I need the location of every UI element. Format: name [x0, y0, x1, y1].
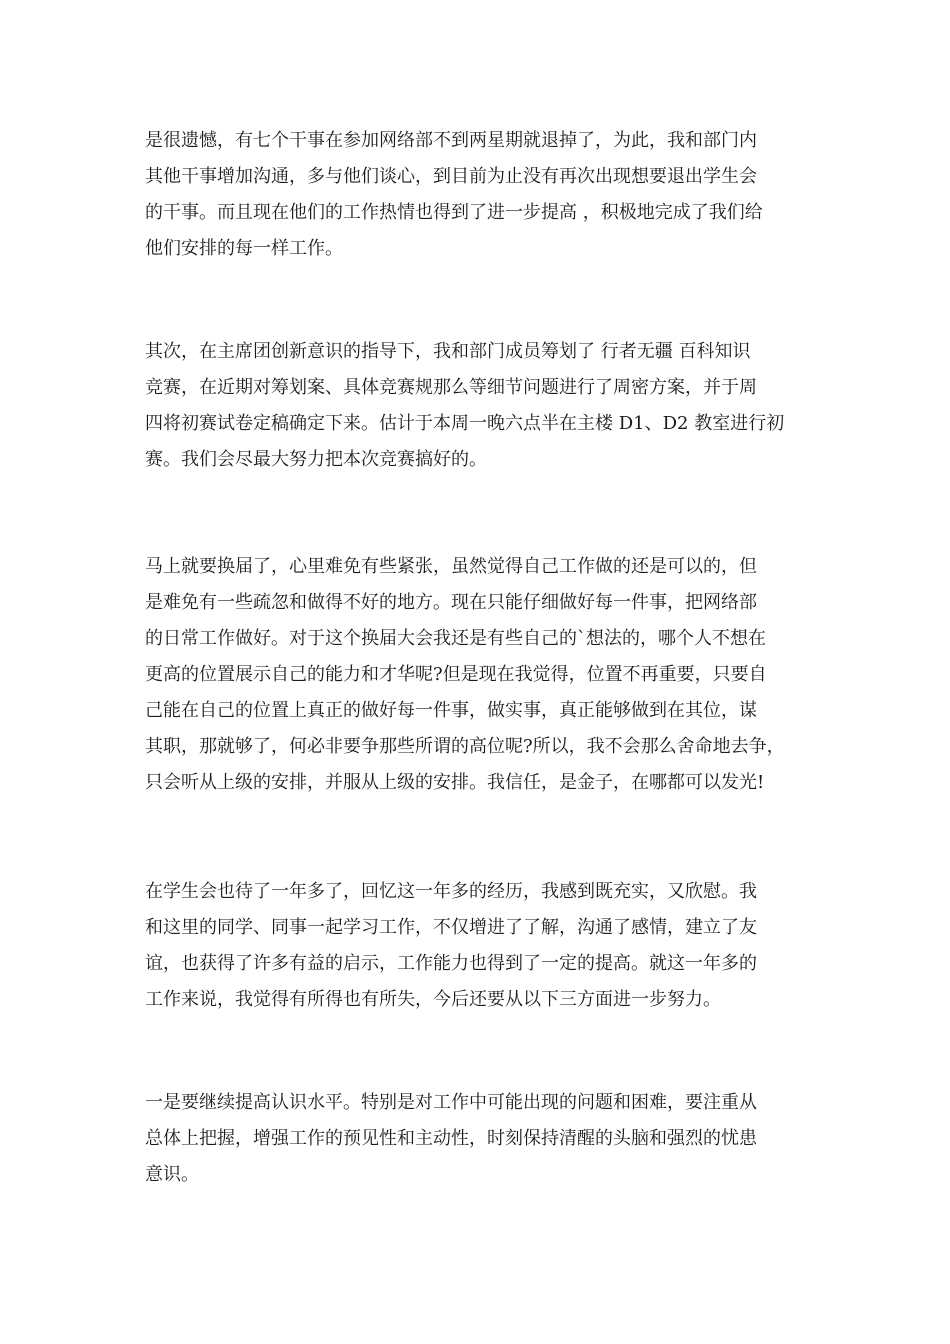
text-line: 赛。我们会尽最大努力把本次竞赛搞好的。: [145, 449, 487, 470]
text-line: 四将初赛试卷定稿确定下来。估计于本周一晚六点半在主楼 D1、D2 教室进行初: [145, 413, 785, 434]
text-line: 谊，也获得了许多有益的启示，工作能力也得到了一定的提高。就这一年多的: [145, 953, 757, 974]
text-line: 更高的位置展示自己的能力和才华呢?但是现在我觉得，位置不再重要，只要自: [145, 664, 767, 685]
text-line: 是难免有一些疏忽和做得不好的地方。现在只能仔细做好每一件事，把网络部: [145, 592, 757, 613]
text-line: 只会听从上级的安排，并服从上级的安排。我信任，是金子，在哪都可以发光!: [145, 772, 765, 793]
text-line: 工作来说，我觉得有所得也有所失，今后还要从以下三方面进一步努力。: [145, 989, 721, 1010]
text-line: 在学生会也待了一年多了，回忆这一年多的经历，我感到既充实，又欣慰。我: [145, 881, 757, 902]
paragraph-4: [145, 874, 825, 1018]
paragraph-5: [145, 1085, 825, 1193]
text-line: 的干事。而且现在他们的工作热情也得到了进一步提高 ，积极地完成了我们给: [145, 202, 763, 223]
text-line: 其次，在主席团创新意识的指导下，我和部门成员筹划了 行者无疆 百科知识: [145, 341, 751, 362]
paragraph-3: [145, 549, 825, 801]
text-line: 一是要继续提高认识水平。特别是对工作中可能出现的问题和困难，要注重从: [145, 1092, 757, 1113]
text-line: 意识。: [145, 1164, 199, 1185]
text-line: 的日常工作做好。对于这个换届大会我还是有些自己的`想法的，哪个人不想在: [145, 628, 766, 649]
text-line: 其他干事增加沟通，多与他们谈心，到目前为止没有再次出现想要退出学生会: [145, 166, 757, 187]
text-line: 他们安排的每一样工作。: [145, 238, 343, 259]
paragraph-2: [145, 334, 825, 478]
text-line: 其职，那就够了，何必非要争那些所谓的高位呢?所以，我不会那么舍命地去争，: [145, 736, 785, 757]
paragraph-1: [145, 123, 825, 267]
text-line: 己能在自己的位置上真正的做好每一件事，做实事，真正能够做到在其位，谋: [145, 700, 757, 721]
text-line: 马上就要换届了，心里难免有些紧张，虽然觉得自己工作做的还是可以的，但: [145, 556, 757, 577]
text-line: 是很遗憾，有七个干事在参加网络部不到两星期就退掉了，为此，我和部门内: [145, 130, 757, 151]
text-line: 竞赛，在近期对筹划案、具体竞赛规那么等细节问题进行了周密方案，并于周: [145, 377, 757, 398]
text-line: 总体上把握，增强工作的预见性和主动性，时刻保持清醒的头脑和强烈的忧患: [145, 1128, 757, 1149]
text-line: 和这里的同学、同事一起学习工作，不仅增进了了解，沟通了感情，建立了友: [145, 917, 757, 938]
